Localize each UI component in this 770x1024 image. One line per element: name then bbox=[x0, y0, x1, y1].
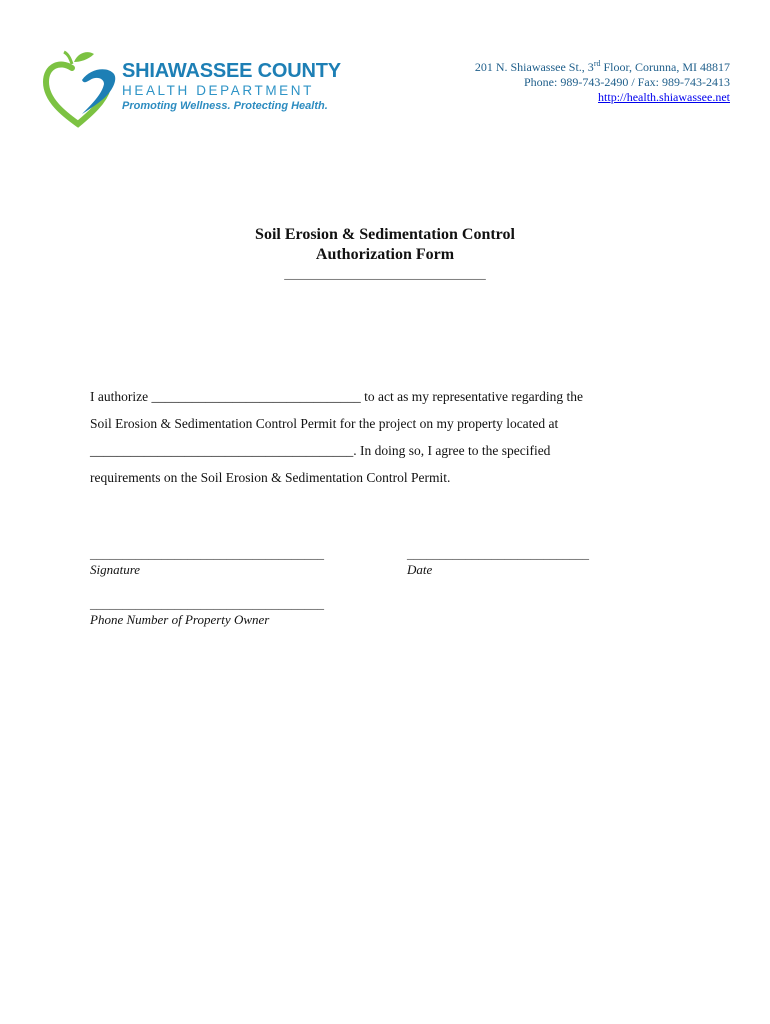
title-rule: _______________________________ bbox=[284, 266, 486, 281]
paragraph-line-4: requirements on the Soil Erosion & Sedimentation Control Permit. bbox=[90, 470, 451, 485]
website-link[interactable]: http://health.shiawassee.net bbox=[598, 90, 730, 104]
org-tagline: Promoting Wellness. Protecting Health. bbox=[122, 100, 328, 112]
phone-fax-line: Phone: 989-743-2490 / Fax: 989-743-2413 bbox=[524, 75, 730, 89]
apple-heart-icon bbox=[42, 50, 122, 128]
date-line: ____________________________ bbox=[407, 546, 589, 561]
address-floor-suffix: rd bbox=[593, 59, 601, 68]
org-name: SHIAWASSEE COUNTY bbox=[122, 60, 341, 82]
date-label: Date bbox=[407, 562, 433, 577]
contact-block bbox=[475, 60, 730, 105]
phone-number-field[interactable] bbox=[90, 596, 324, 628]
form-title bbox=[0, 225, 770, 283]
paragraph-line-3: _______________________________________. In doing so, I agree to the specified bbox=[90, 443, 551, 458]
org-department: HEALTH DEPARTMENT bbox=[122, 83, 314, 98]
form-title-line1: Soil Erosion & Sedimentation Control bbox=[255, 226, 515, 243]
address-street: 201 N. Shiawassee St., 3 bbox=[474, 60, 594, 74]
address-city: Floor, Corunna, MI 48817 bbox=[600, 60, 730, 74]
paragraph-line-2: Soil Erosion & Sedimentation Control Permit for the project on my property located at bbox=[90, 416, 559, 431]
phone-number-line: ____________________________________ bbox=[90, 596, 324, 611]
signature-line: ____________________________________ bbox=[90, 546, 324, 561]
paragraph-line-1: I authorize _______________________________ to act as my representative regarding the bbox=[90, 389, 584, 404]
date-field[interactable] bbox=[407, 546, 589, 578]
signature-field[interactable] bbox=[90, 546, 324, 578]
org-logo bbox=[42, 50, 372, 128]
logo-wordmark bbox=[122, 60, 382, 113]
authorization-paragraph bbox=[90, 383, 690, 491]
address-line bbox=[475, 60, 730, 75]
phone-number-label: Phone Number of Property Owner bbox=[90, 612, 270, 627]
form-title-line2: Authorization Form bbox=[315, 246, 455, 263]
signature-label: Signature bbox=[90, 562, 141, 577]
